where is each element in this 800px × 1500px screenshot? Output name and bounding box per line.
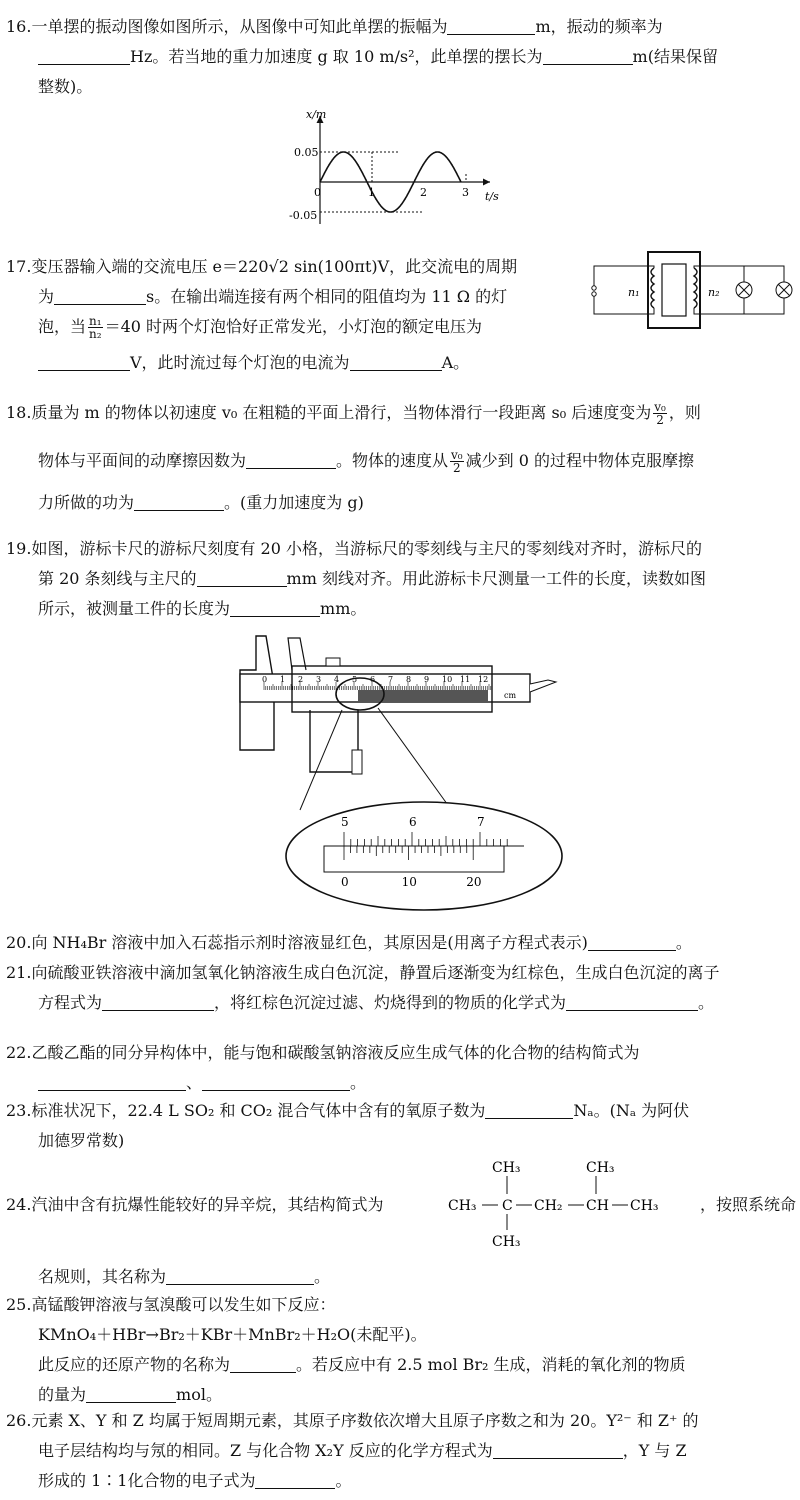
question-text: 。 bbox=[675, 933, 692, 952]
question-text: mm。 bbox=[320, 599, 367, 618]
question-text: 。(重力加速度为 g) bbox=[224, 493, 364, 512]
question-text: 。物体的速度从 bbox=[336, 451, 449, 470]
question-text: 电子层结构均与氖的相同。Z 与化合物 X₂Y 反应的化学方程式为 bbox=[38, 1441, 493, 1460]
question-text: 为 bbox=[38, 287, 55, 306]
question-25 bbox=[6, 1290, 794, 1410]
question-19 bbox=[6, 534, 794, 624]
question-18 bbox=[6, 398, 794, 518]
vernier-scale bbox=[358, 690, 488, 702]
branch-methyl: CH₃ bbox=[492, 1234, 521, 1250]
question-number: 19. bbox=[6, 539, 32, 558]
zoom-vernier-label: 10 bbox=[401, 875, 417, 889]
question-text: Hz。若当地的重力加速度 g 取 10 m/s²，此单摆的摆长为 bbox=[130, 47, 543, 66]
chain-group: CH₂ bbox=[534, 1198, 563, 1214]
answer-blank[interactable] bbox=[350, 352, 442, 371]
zoom-main-label: 5 bbox=[341, 815, 349, 829]
answer-blank[interactable] bbox=[197, 568, 287, 587]
x-axis-label: t/s bbox=[485, 190, 499, 203]
question-text: 向 NH₄Br 溶液中加入石蕊指示剂时溶液显红色，其原因是(用离子方程式表示) bbox=[31, 933, 588, 952]
chemical-equation: KMnO₄＋HBr→Br₂＋KBr＋MnBr₂＋H₂O(未配平)。 bbox=[38, 1325, 427, 1344]
main-scale-label: 9 bbox=[424, 675, 430, 684]
primary-coil bbox=[651, 268, 654, 308]
answer-blank[interactable] bbox=[588, 932, 676, 951]
main-scale-label: 5 bbox=[352, 675, 358, 684]
origin-label: 0 bbox=[314, 186, 321, 199]
question-number: 21. bbox=[6, 963, 32, 982]
question-text: ＝40 时两个灯泡恰好正常发光，小灯泡的额定电压为 bbox=[104, 317, 483, 336]
question-text: 。 bbox=[335, 1471, 352, 1490]
answer-blank[interactable] bbox=[102, 992, 214, 1011]
secondary-coil bbox=[694, 268, 697, 308]
main-scale-label: 8 bbox=[406, 675, 412, 684]
question-24-suffix bbox=[700, 1190, 796, 1220]
chain-group: CH bbox=[586, 1198, 609, 1214]
question-text: ，则 bbox=[668, 403, 701, 422]
question-24-line2 bbox=[6, 1262, 794, 1292]
question-text: Nₐ。(Nₐ 为阿伏 bbox=[573, 1101, 690, 1120]
zoom-vernier-label: 20 bbox=[466, 875, 482, 889]
answer-blank[interactable] bbox=[447, 16, 535, 35]
question-text: 向硫酸亚铁溶液中滴加氢氧化钠溶液生成白色沉淀，静置后逐渐变为红棕色，生成白色沉淀的离子 bbox=[31, 963, 720, 982]
question-text: 的量为 bbox=[38, 1385, 87, 1404]
question-text: 名规则，其名称为 bbox=[38, 1267, 167, 1286]
answer-blank[interactable] bbox=[166, 1266, 314, 1285]
main-scale-label: 2 bbox=[298, 675, 304, 684]
main-scale-label: 7 bbox=[388, 675, 394, 684]
main-scale-label: 12 bbox=[478, 675, 489, 684]
velocity-fraction: $\frac{\text{v₀}}{2}$ bbox=[451, 448, 463, 475]
answer-blank[interactable] bbox=[134, 492, 224, 511]
answer-blank[interactable] bbox=[543, 46, 633, 65]
question-number: 22. bbox=[6, 1043, 32, 1062]
question-text: 质量为 m 的物体以初速度 v₀ 在粗糙的平面上滑行，当物体滑行一段距离 s₀ 后速度变为 bbox=[31, 403, 652, 422]
t-tick-3: 3 bbox=[462, 186, 469, 199]
question-text: 。 bbox=[698, 993, 715, 1012]
zoom-main-label: 7 bbox=[477, 815, 485, 829]
question-text: 。若反应中有 2.5 mol Br₂ 生成，消耗的氧化剂的物质 bbox=[296, 1355, 686, 1374]
n2-label: n₂ bbox=[708, 286, 720, 299]
n1-label: n₁ bbox=[628, 286, 640, 299]
isooctane-structure bbox=[444, 1150, 694, 1250]
question-text: V，此时流过每个灯泡的电流为 bbox=[130, 353, 350, 372]
question-number: 18. bbox=[6, 403, 32, 422]
transformer-core bbox=[648, 252, 700, 328]
question-text: 力所做的功为 bbox=[38, 493, 135, 512]
sliding-jaw bbox=[310, 710, 358, 772]
chain-group: CH₃ bbox=[630, 1198, 659, 1214]
question-text: 变压器输入端的交流电压 e＝220√2 sin(100πt)V，此交流电的周期 bbox=[31, 257, 518, 276]
zoomed-vernier bbox=[284, 800, 564, 912]
answer-blank[interactable] bbox=[230, 598, 320, 617]
zoom-main-label: 6 bbox=[409, 815, 417, 829]
y-tick-bottom: -0.05 bbox=[289, 209, 318, 222]
question-text: m，振动的频率为 bbox=[535, 17, 663, 36]
branch-methyl: CH₃ bbox=[492, 1160, 521, 1176]
chain-group: C bbox=[502, 1198, 513, 1214]
question-text: 加德罗常数) bbox=[38, 1131, 125, 1150]
question-text: 如图，游标卡尺的游标尺刻度有 20 小格，当游标尺的零刻线与主尺的零刻线对齐时，游标尺的 bbox=[31, 539, 702, 558]
question-text: 方程式为 bbox=[38, 993, 103, 1012]
question-text: 形成的 1∶1化合物的电子式为 bbox=[38, 1471, 256, 1490]
question-text: 。 bbox=[314, 1267, 331, 1286]
main-scale-label: 6 bbox=[370, 675, 376, 684]
question-number: 16. bbox=[6, 17, 32, 36]
question-text: ，按照系统命 bbox=[700, 1195, 797, 1214]
t-tick-2: 2 bbox=[420, 186, 427, 199]
question-text: ，将红棕色沉淀过滤、灼烧得到的物质的化学式为 bbox=[214, 993, 567, 1012]
question-text: s。在输出端连接有两个相同的阻值均为 11 Ω 的灯 bbox=[146, 287, 508, 306]
oscillation-graph bbox=[280, 104, 510, 234]
answer-blank[interactable] bbox=[493, 1440, 623, 1459]
branch-methyl: CH₃ bbox=[586, 1160, 615, 1176]
main-scale-label: 10 bbox=[442, 675, 453, 684]
question-23 bbox=[6, 1096, 794, 1156]
main-scale-label: 11 bbox=[460, 675, 471, 684]
answer-blank[interactable] bbox=[86, 1384, 176, 1403]
question-20 bbox=[6, 928, 794, 958]
answer-blank[interactable] bbox=[230, 1354, 296, 1373]
y-tick-top: 0.05 bbox=[294, 146, 319, 159]
answer-blank[interactable] bbox=[38, 352, 130, 371]
question-text: 元素 X、Y 和 Z 均属于短周期元素，其原子序数依次增大且原子序数之和为 20。Y²⁻ 和 Z⁺ 的 bbox=[31, 1411, 699, 1430]
question-text: A。 bbox=[441, 353, 470, 372]
main-scale-label: 0 bbox=[262, 675, 268, 684]
question-text: 。 bbox=[350, 1073, 367, 1092]
question-text: 高锰酸钾溶液与氢溴酸可以发生如下反应： bbox=[31, 1295, 336, 1314]
question-text: 乙酸乙酯的同分异构体中，能与饱和碳酸氢钠溶液反应生成气体的化合物的结构简式为 bbox=[31, 1043, 640, 1062]
input-terminal bbox=[592, 292, 596, 296]
question-text: 第 20 条刻线与主尺的 bbox=[38, 569, 197, 588]
chain-group: CH₃ bbox=[448, 1198, 477, 1214]
turns-ratio-fraction: $\frac{\text{n₁}}{\text{n₂}}$ bbox=[89, 314, 102, 341]
answer-blank[interactable] bbox=[38, 1072, 186, 1091]
question-text: 标准状况下，22.4 L SO₂ 和 CO₂ 混合气体中含有的氧原子数为 bbox=[31, 1101, 486, 1120]
question-text: 一单摆的振动图像如图所示，从图像中可知此单摆的振幅为 bbox=[31, 17, 448, 36]
question-text: 此反应的还原产物的名称为 bbox=[38, 1355, 231, 1374]
question-number: 20. bbox=[6, 933, 32, 952]
question-16 bbox=[6, 12, 794, 102]
question-text: 泡，当 bbox=[38, 317, 87, 336]
question-text: ，Y 与 Z bbox=[622, 1441, 687, 1460]
question-text: mm 刻线对齐。用此游标卡尺测量一工件的长度，读数如图 bbox=[286, 569, 706, 588]
transformer-circuit bbox=[584, 244, 794, 336]
zoom-vernier-label: 0 bbox=[341, 875, 349, 889]
question-text: 、 bbox=[186, 1073, 203, 1092]
answer-blank[interactable] bbox=[246, 450, 336, 469]
question-text: 所示，被测量工件的长度为 bbox=[38, 599, 231, 618]
t-tick-1: 1 bbox=[368, 186, 375, 199]
question-22 bbox=[6, 1038, 794, 1098]
answer-blank[interactable] bbox=[255, 1470, 335, 1489]
answer-blank[interactable] bbox=[54, 286, 146, 305]
answer-blank[interactable] bbox=[202, 1072, 350, 1091]
question-text: 减少到 0 的过程中物体克服摩擦 bbox=[465, 451, 694, 470]
y-axis-label: x/m bbox=[306, 108, 327, 121]
question-text: 物体与平面间的动摩擦因数为 bbox=[38, 451, 247, 470]
question-number: 24. bbox=[6, 1195, 32, 1214]
question-26 bbox=[6, 1406, 794, 1496]
question-21 bbox=[6, 958, 794, 1018]
main-scale-label: 1 bbox=[280, 675, 286, 684]
answer-blank[interactable] bbox=[485, 1100, 573, 1119]
main-scale-label: 4 bbox=[334, 675, 340, 684]
question-number: 17. bbox=[6, 257, 32, 276]
answer-blank[interactable] bbox=[38, 46, 130, 65]
input-terminal bbox=[592, 286, 596, 290]
question-text: 整数)。 bbox=[38, 77, 93, 96]
question-text: 汽油中含有抗爆性能较好的异辛烷，其结构简式为 bbox=[31, 1195, 384, 1214]
velocity-fraction: $\frac{\text{v₀}}{2}$ bbox=[654, 400, 666, 427]
answer-blank[interactable] bbox=[566, 992, 698, 1011]
question-number: 25. bbox=[6, 1295, 32, 1314]
question-number: 26. bbox=[6, 1411, 32, 1430]
question-number: 23. bbox=[6, 1101, 32, 1120]
unit-label: cm bbox=[504, 691, 517, 700]
main-scale-label: 3 bbox=[316, 675, 322, 684]
question-text: m(结果保留 bbox=[632, 47, 718, 66]
question-text: mol。 bbox=[176, 1385, 222, 1404]
